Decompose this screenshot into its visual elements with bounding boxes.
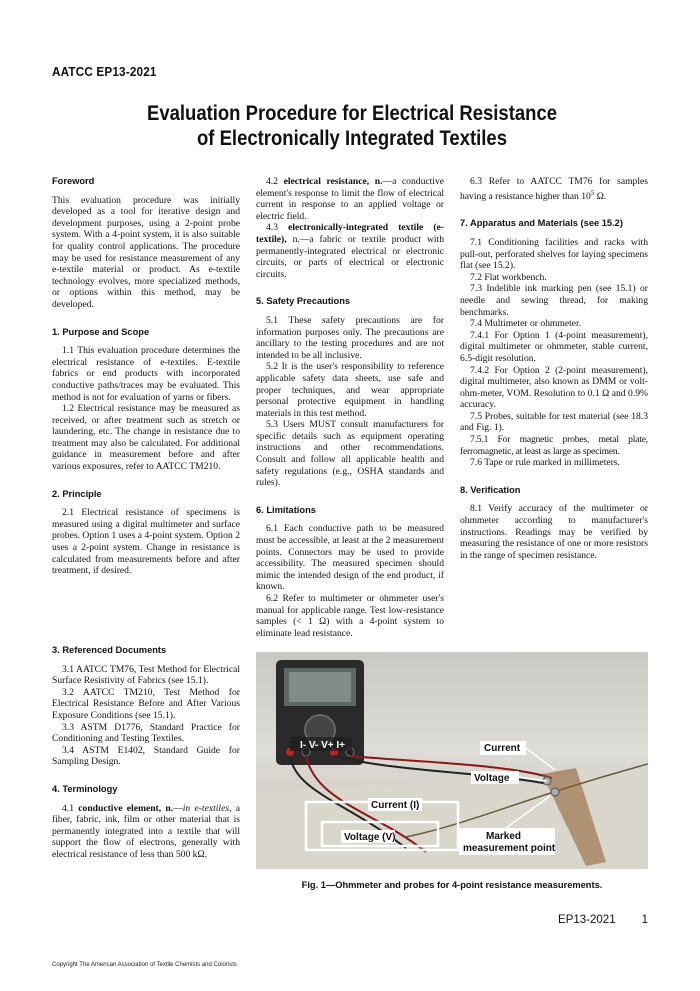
- paragraph-4-3: [256, 222, 444, 280]
- paragraph-4-1: [52, 803, 240, 861]
- current-label-bottom: Current (I): [371, 800, 420, 811]
- paragraph-7-1: 7.1 Conditioning facilities and racks with pull-out, perforated shelves for laying specimens flat (see 15.2).: [460, 236, 648, 272]
- column-1: [52, 176, 240, 577]
- paragraph-7-4-2: 7.4.2 For Option 2 (2-point measurement), digital multimeter, also known as DMM or volt-ohm-meter, VOM. Resolution to 0.1 Ω and 0.9% accuracy.: [460, 364, 648, 411]
- ohmmeter-screen: [289, 672, 351, 702]
- defined-term: electronically-integrated textile (e-textile),: [256, 222, 445, 245]
- definition-text: , a fiber, fabric, ink, film or other material that is permanently integrated into a textile that will support the flow of electrons, generally with electrical resistance of less than 500 kΩ.: [52, 802, 240, 860]
- section-2-heading: 2. Principle: [52, 488, 102, 499]
- defined-term: electrical resistance, n.: [283, 176, 383, 187]
- definition-text: —a conductive element's response to limit the flow of electrical current in response to an applied voltage or electric field.: [256, 176, 445, 222]
- paragraph-6-3: [460, 176, 648, 202]
- column-1-lower: [52, 645, 240, 861]
- probe-point-icon: [551, 788, 559, 796]
- page-number: 1: [641, 914, 648, 926]
- paragraph-text: 6.3 Refer to AATCC TM76 for samples having a resistance higher than 10: [460, 176, 648, 202]
- paragraph-5-1: 5.1 These safety precautions are for information purposes only. The precautions are ancillary to the testing procedures and are not intended to be all inclusive.: [256, 314, 444, 361]
- section-1-heading: 1. Purpose and Scope: [52, 326, 150, 337]
- paragraph-2-1: 2.1 Electrical resistance of specimens is measured using a digital multimeter and surface probes. Option 1 uses a 4-point system. Option 2 uses a 2-point system. Change in resistance is calculated from measurements before and after treatment, if desired.: [52, 507, 240, 577]
- paragraph-7-5-1: 7.5.1 For magnetic probes, metal plate, ferromagnetic, at least as large as specimen.: [460, 434, 648, 457]
- definition-text: n.—a fabric or textile product with permanently-integrated electrical or electronic circuits, or parts of electrical or electronic circuits.: [256, 233, 444, 280]
- title-line-1: Evaluation Procedure for Electrical Resistance: [146, 101, 558, 125]
- page-folio: [558, 914, 648, 926]
- dash: —: [173, 802, 183, 814]
- paragraph-7-2: 7.2 Flat workbench.: [470, 271, 547, 283]
- ohmmeter-probes-illustration: [256, 652, 648, 869]
- figure-1-photo: [256, 652, 648, 869]
- foreword-text: This evaluation procedure was initially developed as a tool for iterative design and development purposes, using a 2-point probe system. With a 4-point system, it is also suitable for quality control applications. The procedure may be used for resistance measurement of any e-textile material or product. As e-textile technology evolves, more specialized methods, or options within this method, may be developed.: [52, 194, 240, 310]
- paragraph-3-2: 3.2 AATCC TM210, Test Method for Electrical Resistance Before and After Various Exposure Conditions (see 15.1).: [52, 686, 240, 721]
- section-7-heading: 7. Apparatus and Materials (see 15.2): [460, 218, 623, 229]
- footer-code: EP13-2021: [558, 914, 616, 926]
- copyright-notice: Copyright The American Association of Textile Chemists and Colorists: [52, 962, 237, 968]
- page-title: [94, 101, 610, 151]
- paragraph-1-1: 1.1 This evaluation procedure determines the electrical resistance of e-textiles. E-textile fabrics or end products with incorporated conductive paths/traces may be evaluated. This method is not for evaluation of yarns or fibers.: [52, 345, 240, 403]
- paragraph-5-3: 5.3 Users MUST consult manufacturers for specific details such as equipment operating instructions and other recommendations. Consult and follow all applicable health and safety regulations (e.g., OSHA standards and rules).: [256, 419, 444, 489]
- paragraph-number: 4.1: [62, 802, 79, 814]
- paragraph-7-4-1: 7.4.1 For Option 1 (4-point measurement), digital multimeter or ohmmeter, stable current, 6.5-digit resolution.: [460, 329, 648, 364]
- exponent: 5: [590, 188, 595, 197]
- section-3-heading: 3. Referenced Documents: [52, 645, 167, 655]
- paragraph-6-2: 6.2 Refer to multimeter or ohmmeter user's manual for applicable range. Test low-resistance samples (< 1 Ω) with a 4-point system to eliminate lead resistance.: [256, 593, 444, 639]
- column-2: [256, 176, 444, 639]
- paragraph-4-2: [256, 176, 444, 222]
- section-8-heading: 8. Verification: [460, 484, 521, 495]
- paragraph-7-4: 7.4 Multimeter or ohmmeter.: [470, 318, 582, 330]
- paragraph-number: 4.3: [266, 222, 289, 234]
- foreword-heading: Foreword: [52, 176, 95, 186]
- marked-label-line-2: measurement point: [463, 843, 556, 854]
- current-label-right: Current: [484, 743, 521, 754]
- paragraph-8-1: 8.1 Verify accuracy of the multimeter or ohmmeter according to manufacturer's instructions. Readings may be verified by measuring the resistance of one or more resistors in the range of specimen resistance.: [460, 503, 648, 561]
- paragraph-1-2: 1.2 Electrical resistance may be measured as received, or after treatment such as stretch or laundering, etc. The change in resistance due to treatment may also be calculated. For additional guidance in measurement before and after various exposures, refer to AATCC TM210.: [52, 403, 240, 473]
- document-header-code: AATCC EP13-2021: [52, 64, 157, 79]
- paragraph-5-2: 5.2 It is the user's responsibility to reference applicable safety data sheets, use safe and proper techniques, and wear appropriate personal protective equipment in handling materials in this test method.: [256, 361, 444, 419]
- paragraph-7-6: 7.6 Tape or rule marked in millimeters.: [470, 457, 620, 469]
- title-line-2: of Electronically Integrated Textiles: [197, 126, 507, 150]
- paragraph-3-1: 3.1 AATCC TM76, Test Method for Electrical Surface Resistivity of Fabrics (see 15.1).: [52, 663, 240, 687]
- section-6-heading: 6. Limitations: [256, 504, 316, 515]
- section-5-heading: 5. Safety Precautions: [256, 296, 351, 307]
- figure-caption: Fig. 1—Ohmmeter and probes for 4-point resistance measurements.: [301, 880, 603, 890]
- marked-label-line-1: Marked: [486, 831, 522, 842]
- column-3: [460, 176, 648, 561]
- paragraph-3-4: 3.4 ASTM E1402, Standard Guide for Sampling Design.: [52, 744, 240, 768]
- voltage-label-right: Voltage: [474, 773, 510, 784]
- term-context: in e-textiles: [182, 802, 230, 814]
- section-4-heading: 4. Terminology: [52, 783, 118, 794]
- unit: Ω.: [594, 190, 607, 202]
- defined-term: conductive element, n.: [78, 802, 174, 814]
- lead-label: I- V- V+ I+: [300, 740, 346, 751]
- paragraph-6-1: 6.1 Each conductive path to be measured must be accessible, at least at the 2 measurement points. Connectors may be used to provide accessibility. The measured specimen should mimic the intended design of the end product, if known.: [256, 523, 444, 593]
- voltage-label-bottom: Voltage (V): [344, 832, 396, 843]
- paragraph-7-5: 7.5 Probes, suitable for test material (see 18.3 and Fig. 1).: [460, 410, 648, 434]
- paragraph-3-3: 3.3 ASTM D1776, Standard Practice for Conditioning and Testing Textiles.: [52, 721, 240, 745]
- paragraph-number: 4.2: [266, 176, 284, 187]
- paragraph-7-3: 7.3 Indelible ink marking pen (see 15.1) or needle and sewing thread, for making benchmarks.: [460, 283, 648, 318]
